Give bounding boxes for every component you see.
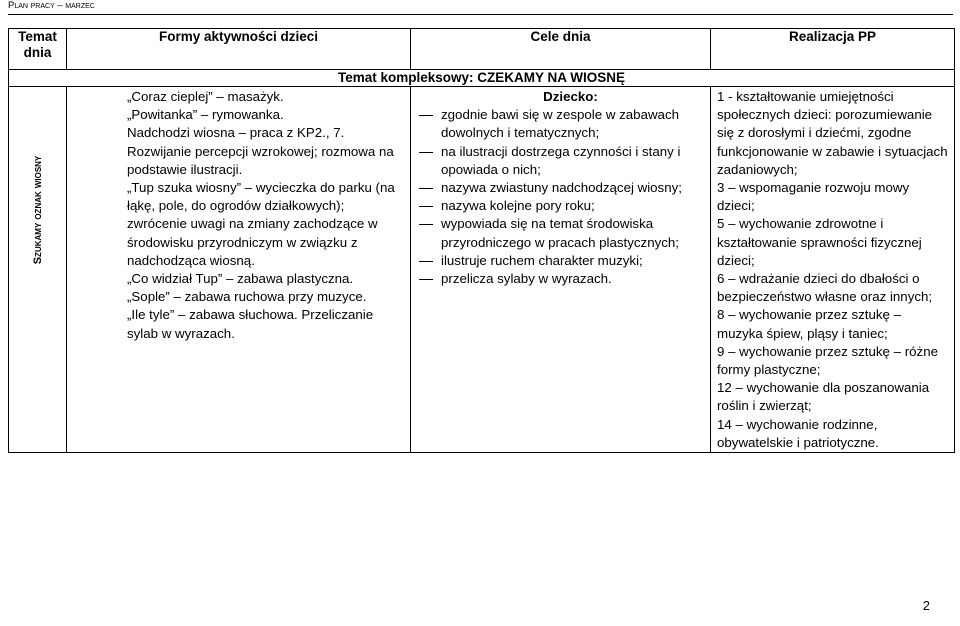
list-item: „Sople” – zabawa ruchowa przy muzyce. [127, 289, 367, 305]
list-item: 8 – wychowanie przez sztukę – muzyka śpiew, pląsy i taniec; [717, 307, 902, 341]
list-item: „Tup szuka wiosny” – wycieczka do parku (na łąkę, pole, do ogrodów działkowych); zwrócenie uwagi na zmiany zachodzące w środowisku przyrodniczym w związku z nadchodząca wiosną. [127, 180, 395, 268]
plan-table [8, 28, 955, 453]
header-day-topic: Temat dnia [9, 29, 67, 70]
list-item: „Powitanka” – rymowanka. [127, 107, 284, 123]
pp-cell [711, 87, 955, 453]
theme-row [9, 70, 955, 87]
list-item: na ilustracji dostrzega czynności i stany i opowiada o nich; [411, 143, 710, 179]
header-pp: Realizacja PP [711, 29, 955, 70]
list-item: wypowiada się na temat środowiska przyrodniczego w pracach plastycznych; [411, 215, 710, 251]
page-header [8, 0, 95, 11]
theme-label: Temat kompleksowy: CZEKAMY NA WIOSNĘ [9, 70, 955, 87]
list-item: 12 – wychowanie dla poszanowania roślin i zwierząt; [717, 380, 930, 414]
list-item: 3 – wspomaganie rozwoju mowy dzieci; [717, 180, 910, 214]
goals-title: Dziecko: [543, 89, 598, 104]
list-item: Nadchodzi wiosna – praca z KP2., 7. Rozwijanie percepcji wzrokowej; rozmowa na podstawie ilustracji. [127, 125, 394, 177]
list-item: 5 – wychowanie zdrowotne i kształtowanie sprawności fizycznej dzieci; [717, 216, 922, 268]
header-title: Plan pracy – marzec [8, 0, 95, 11]
header-rule [8, 14, 953, 15]
list-item: „Ile tyle” – zabawa słuchowa. Przeliczanie sylab w wyrazach. [127, 307, 374, 341]
list-item: „Co widział Tup” – zabawa plastyczna. [127, 271, 354, 287]
list-item: 6 – wdrażanie dzieci do dbałości o bezpieczeństwo własne oraz innych; [717, 271, 933, 305]
list-item: 9 – wychowanie przez sztukę – różne formy plastyczne; [717, 343, 938, 378]
list-item: nazywa zwiastuny nadchodzącej wiosny; [411, 179, 710, 197]
header-activities: Formy aktywności dzieci [67, 29, 411, 70]
list-item: „Coraz cieplej” – masażyk. [127, 89, 284, 104]
list-item: przelicza sylaby w wyrazach. [411, 270, 710, 288]
list-item: 14 – wychowanie rodzinne, obywatelskie i patriotyczne. [717, 416, 879, 450]
list-item: 1 - kształtowanie umiejętności społecznych dzieci: porozumiewanie się z dorosłymi i dziećmi, zgodne funkcjonowanie w zabawie i sytuacjach zadaniowych; [717, 89, 948, 177]
list-item: nazywa kolejne pory roku; [411, 197, 710, 215]
day-topic-cell [9, 87, 67, 453]
table-row [9, 87, 955, 453]
goals-cell [411, 87, 711, 453]
page-number: 2 [922, 598, 930, 613]
list-item: zgodnie bawi się w zespole w zabawach dowolnych i tematycznych; [411, 106, 710, 142]
day-topic: Szukamy oznak wiosny [31, 155, 44, 265]
header-goals: Cele dnia [411, 29, 711, 70]
activities-cell [67, 87, 411, 453]
table-header-row [9, 29, 955, 70]
list-item: ilustruje ruchem charakter muzyki; [411, 252, 710, 270]
